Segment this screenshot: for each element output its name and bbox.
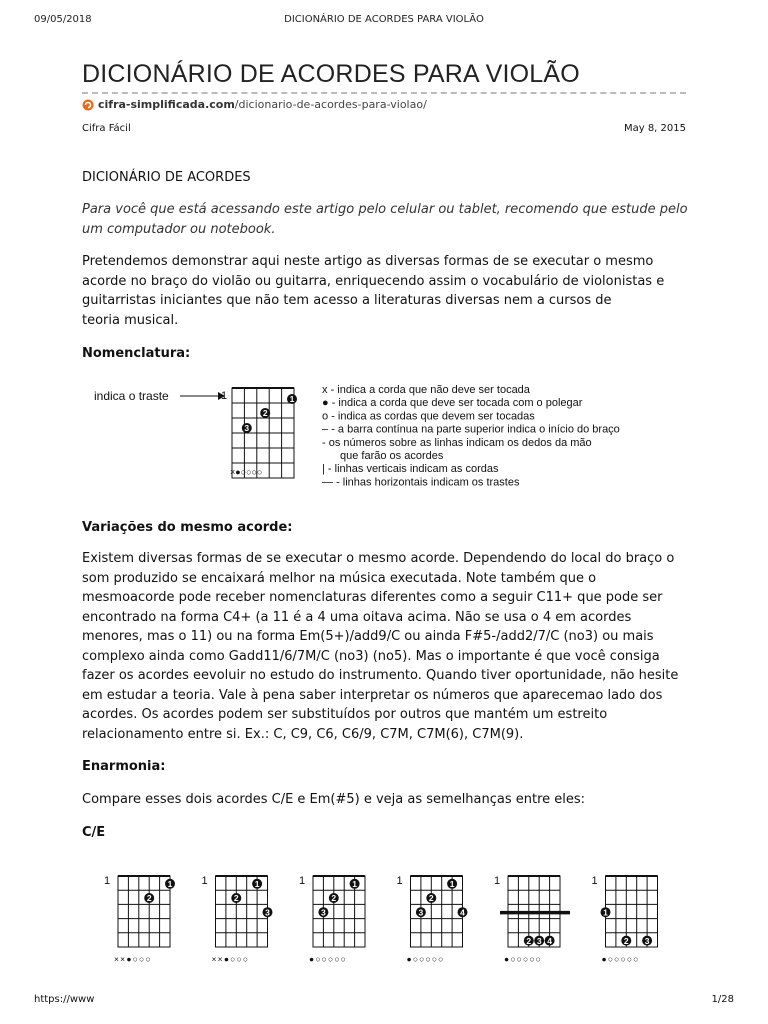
chord-frame [118, 876, 170, 947]
finger-number: 2 [428, 893, 434, 904]
finger-number: 2 [623, 935, 629, 946]
legend-text: - linhas verticais indicam as cordas [327, 463, 499, 476]
diagram-fret-number: 1 [104, 875, 111, 887]
variations-heading: Variações do mesmo acorde: [82, 520, 293, 535]
finger-number: 1 [289, 394, 295, 405]
chord-diagram [494, 875, 570, 964]
finger-number: 1 [352, 879, 357, 890]
intro-paragraph [82, 252, 688, 330]
legend-text: - a barra contínua na parte superior indica o início do braço [331, 423, 620, 436]
diagram-string-markers: ●○○○○○ [504, 954, 543, 964]
finger-number: 3 [418, 907, 424, 918]
diagram-string-markers: ●○○○○○ [309, 954, 348, 964]
chord-diagrams [100, 868, 690, 972]
diagram-string-markers: ××●○○○ [211, 954, 250, 964]
finger-number: 2 [233, 893, 239, 904]
legend-symbol: o [322, 410, 332, 423]
legend-item [322, 384, 531, 396]
variations-paragraph: Existem diversas formas de se executar o mesmo acorde. Dependendo do local do braço o som produzido se encaixará melhor na música executada. Note também que o mesmoacorde pode receber nomenclaturas diferentes como a seguir C11+ que pode ser encontrado na forma C4+ (a 11 é a 4 uma oitava acima. Não se usa o 4 em acordes menores, mas o 11) ou na forma Em(5+)/add9/C ou ainda F#5-/add2/7/C (no3) ou mais complexo ainda como Gadd11/6/7M/C (no3) (no5). Mas o importante é que você consiga fazer os acordes eevoluir no estudo do instrumento. Quando tiver oportunidade, não hesite em estudar a teoria. Vale à pena saber interpretar os números que aparecemao lado dos acordes. Os acordes podem ser substituídos por outros que mantém um estreito relacionamento entre si. Ex.: C, C9, C6, C6/9, C7M, C7M(6), C7M(9). [82, 551, 679, 742]
diagram-string-markers: ●○○○○○ [406, 954, 445, 964]
finger-number: 4 [460, 907, 465, 918]
legend-text: - indica as cordas que devem ser tocadas [331, 410, 535, 423]
page-number: 1/28 [711, 994, 734, 1005]
diagram-fret-number: 1 [299, 875, 306, 887]
legend-item [322, 476, 520, 488]
legend-chord-grid [230, 388, 297, 478]
legend-item [322, 437, 592, 449]
publish-date: May 8, 2015 [623, 123, 686, 134]
fret-label: indica o traste [94, 389, 169, 403]
finger-number: 3 [265, 907, 270, 918]
legend-symbol: ● [322, 397, 332, 410]
legend-list [322, 384, 620, 488]
intro-note: Para você que está acessando este artigo pelo celular ou tablet, recomendo que estude pelo um computador ou notebook. [82, 202, 688, 237]
chord-diagram [592, 875, 658, 964]
legend-symbol: x [322, 384, 331, 396]
legend-symbol: | [322, 463, 328, 476]
site-logo-icon [82, 99, 94, 111]
finger-number: 3 [321, 907, 326, 918]
legend-text: - linhas horizontais indicam os trastes [336, 476, 520, 489]
finger-number: 3 [644, 935, 650, 946]
legend-text: - os números sobre as linhas indicam os dedos da mão [322, 436, 592, 449]
intro-paragraph-end: teoria musical. [82, 312, 179, 328]
legend-symbol: – [322, 423, 332, 436]
finger-number: 2 [526, 935, 532, 946]
print-date: 09/05/2018 [34, 14, 92, 25]
nomenclature-heading: Nomenclatura: [82, 346, 191, 361]
legend-text: - indica a corda que deve ser tocada com o polegar [331, 397, 583, 410]
finger-number: 3 [536, 935, 542, 946]
enharmony-heading: Enarmonia: [82, 759, 166, 774]
chord-label: C/E [82, 825, 106, 840]
finger-number: 2 [146, 893, 152, 904]
intro-paragraph-text: Pretendemos demonstrar aqui neste artigo as diversas formas de se executar o mesmo acorde no braço do violão ou guitarra, enriquecendo assim o vocabulário de violonistas e guitarristas iniciantes que não tem acesso a literaturas diversas nem a cursos de [82, 254, 665, 308]
nomenclature-figure [82, 376, 688, 506]
footer-url[interactable]: https://www [34, 994, 95, 1005]
chord-diagram [299, 875, 365, 964]
legend-item [340, 450, 444, 462]
source-link[interactable] [82, 98, 427, 111]
legend-text: - indica a corda que não deve ser tocada [330, 384, 530, 396]
article-title: DICIONÁRIO DE ACORDES PARA VIOLÃO [82, 60, 580, 88]
finger-number: 4 [547, 935, 552, 946]
source-path: /dicionario-de-acordes-para-violao/ [234, 98, 427, 111]
diagram-string-markers: ××●○○○ [114, 954, 152, 964]
legend-item [322, 424, 620, 436]
diagram-string-markers: ●○○○○○ [601, 954, 640, 964]
print-title: DICIONÁRIO DE ACORDES PARA VIOLÃO [284, 14, 484, 25]
finger-number: 2 [262, 408, 268, 419]
legend-fret-number: 1 [221, 390, 228, 402]
finger-number: 3 [244, 423, 250, 434]
finger-number: 2 [331, 893, 337, 904]
legend-text: que farão os acordes [340, 450, 444, 462]
finger-number: 1 [167, 879, 173, 890]
finger-number: 1 [449, 879, 455, 890]
legend-symbol: — [322, 476, 337, 489]
chord-diagram [104, 875, 175, 964]
finger-number: 1 [603, 907, 608, 918]
source-domain: cifra-simplificada.com [98, 98, 235, 111]
chord-diagram [202, 875, 273, 964]
diagram-fret-number: 1 [494, 875, 501, 887]
legend-item [322, 463, 499, 475]
diagram-fret-number: 1 [396, 875, 403, 887]
legend-item [322, 397, 583, 409]
chord-diagram [397, 875, 468, 964]
enharmony-paragraph: Compare esses dois acordes C/E e Em(#5) e veja as semelhanças entre eles: [82, 792, 586, 807]
finger-number: 1 [254, 879, 260, 890]
title-divider [82, 92, 686, 94]
section-heading: DICIONÁRIO DE ACORDES [82, 170, 251, 185]
diagram-fret-number: 1 [591, 875, 598, 887]
legend-string-markers: ×●○○○○ [230, 467, 263, 477]
diagram-fret-number: 1 [201, 875, 208, 887]
legend-item [322, 410, 535, 422]
author: Cifra Fácil [82, 123, 131, 134]
